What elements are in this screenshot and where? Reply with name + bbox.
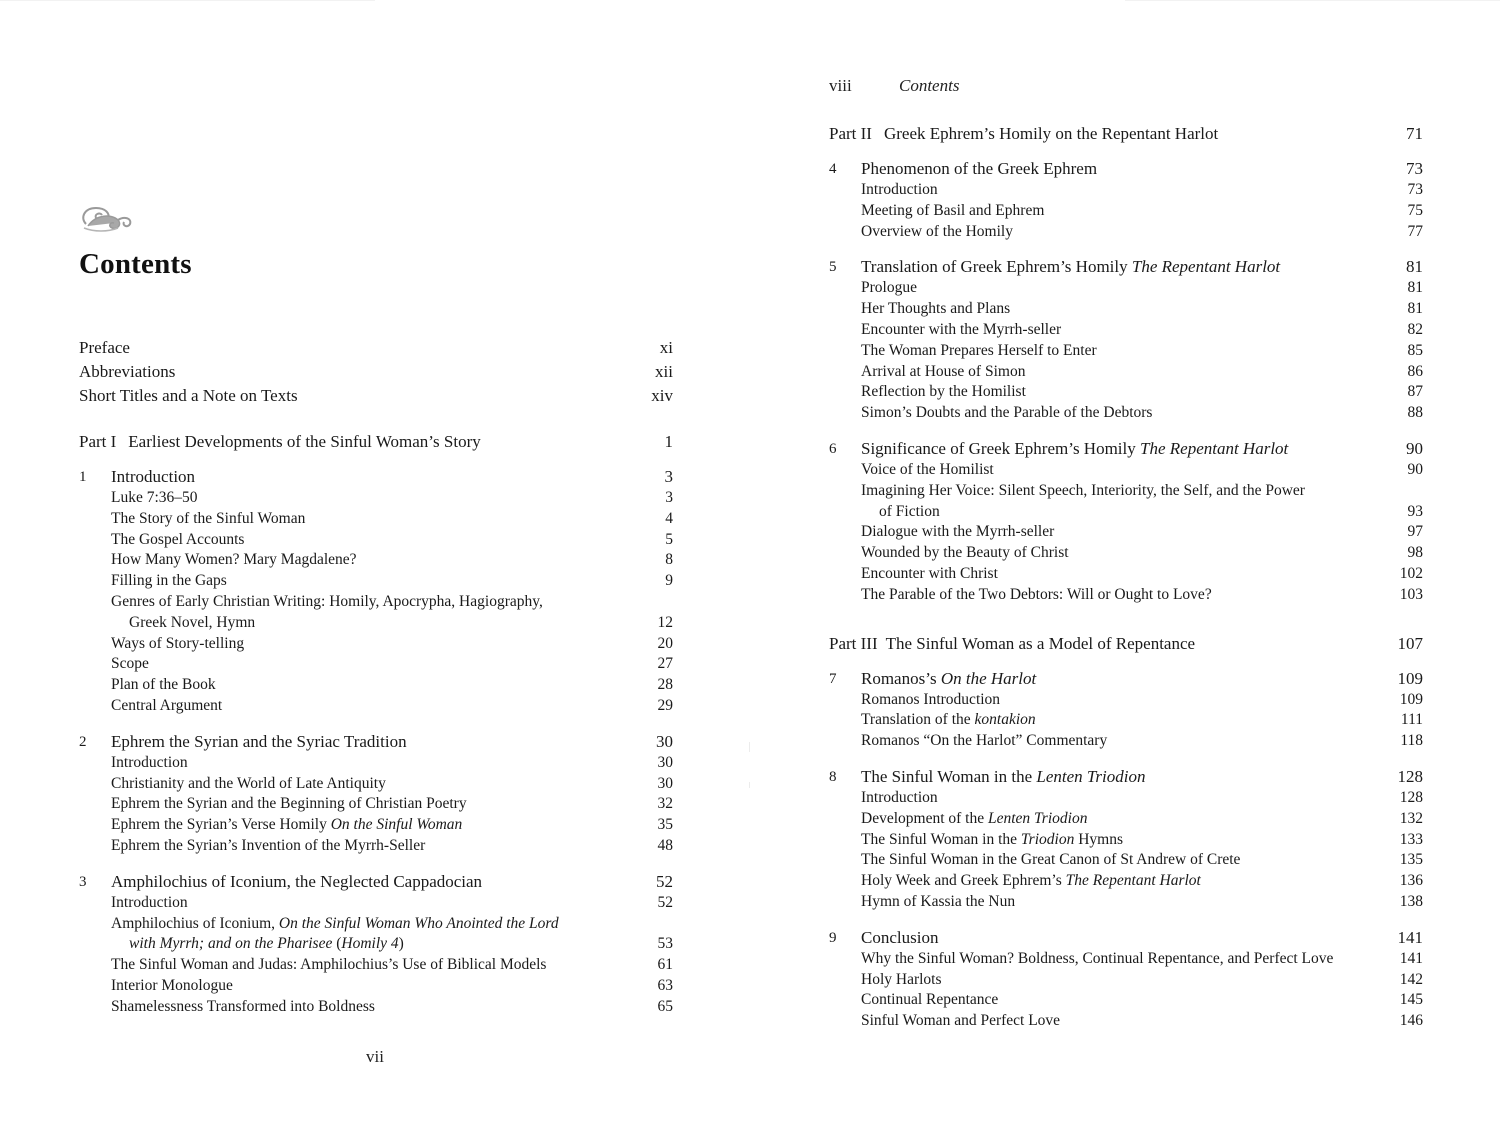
page-edge — [1125, 0, 1500, 1]
toc-part-heading[interactable] — [829, 632, 1423, 656]
page-number: 102 — [1399, 564, 1423, 582]
toc-section[interactable] — [829, 990, 1423, 1011]
section-title: Scope — [111, 655, 149, 673]
folio-bottom — [0, 1047, 750, 1067]
page-edge — [0, 0, 375, 1]
toc-section[interactable] — [829, 731, 1423, 752]
page-number: 135 — [1399, 851, 1423, 869]
page-number: 85 — [1407, 341, 1423, 359]
chapter-title-italic: On the Harlot — [940, 668, 1037, 688]
section-title: Reflection by the Homilist — [861, 383, 1026, 401]
section-title-text: Development of the — [861, 809, 988, 827]
continuation-italic: with Myrrh; and on the Pharisee — [129, 935, 333, 953]
section-title: Interior Monologue — [111, 976, 233, 994]
toc-chapter[interactable] — [79, 871, 673, 893]
toc-section[interactable] — [829, 809, 1423, 830]
page-number: 128 — [1399, 788, 1423, 806]
toc-section[interactable] — [829, 871, 1423, 892]
page-number: 142 — [1399, 970, 1423, 988]
toc-section[interactable] — [79, 550, 673, 571]
page-number: 103 — [1399, 585, 1423, 603]
toc-section[interactable] — [829, 585, 1423, 606]
toc-section[interactable] — [829, 788, 1423, 809]
section-title: Encounter with Christ — [861, 564, 998, 582]
chapter-title — [829, 668, 1383, 690]
part-title: Earliest Developments of the Sinful Woman’s Story — [128, 432, 481, 451]
toc-section[interactable] — [79, 696, 673, 717]
section-title: Introduction — [111, 893, 188, 911]
section-title-italic: Triodion — [1020, 830, 1075, 848]
toc-section[interactable] — [829, 481, 1423, 523]
section-title: Arrival at House of Simon — [861, 362, 1026, 380]
toc-section[interactable] — [79, 592, 673, 634]
page-number: 111 — [1400, 711, 1423, 729]
page-number: 1 — [664, 432, 673, 451]
section-title: Wounded by the Beauty of Christ — [861, 544, 1069, 562]
section-title-italic: kontakion — [974, 711, 1036, 729]
page-number: 146 — [1399, 1012, 1423, 1030]
section-title-italic: On the Sinful Woman — [330, 816, 463, 834]
page-number: 81 — [1407, 279, 1423, 297]
toc-section[interactable] — [829, 543, 1423, 564]
toc-section[interactable] — [79, 509, 673, 530]
toc-section[interactable] — [829, 201, 1423, 222]
fleuron-ornament-icon — [78, 204, 134, 234]
page-number: 77 — [1407, 222, 1423, 240]
page-number: 132 — [1399, 809, 1423, 827]
chapter-title-italic: The Repentant Harlot — [1131, 257, 1281, 277]
toc-section[interactable] — [79, 654, 673, 675]
toc-chapter[interactable] — [829, 438, 1423, 460]
chapter-title: Phenomenon of the Greek Ephrem — [861, 159, 1098, 178]
page-number: 12 — [657, 613, 673, 631]
toc-entry-front-matter[interactable] — [79, 360, 673, 384]
section-title — [829, 481, 1383, 523]
page-number: 63 — [657, 976, 673, 994]
section-title — [79, 815, 633, 836]
section-title: Why the Sinful Woman? Boldness, Continual Repentance, and Perfect Love — [861, 949, 1334, 967]
part-label: Part II — [829, 124, 872, 143]
toc-section[interactable] — [79, 753, 673, 774]
toc-section[interactable] — [829, 710, 1423, 731]
toc-section[interactable] — [79, 675, 673, 696]
toc-section[interactable] — [829, 222, 1423, 243]
toc-section[interactable] — [79, 794, 673, 815]
section-title: How Many Women? Mary Magdalene? — [111, 551, 357, 569]
toc-entry-front-matter[interactable] — [79, 384, 673, 408]
entry-title: Abbreviations — [79, 362, 176, 381]
page-number: 52 — [656, 871, 673, 891]
page-number: 65 — [657, 997, 673, 1015]
page-number: 4 — [665, 509, 673, 527]
page-number: 8 — [665, 551, 673, 569]
page-number: 98 — [1407, 544, 1423, 562]
page-number: 81 — [1406, 257, 1423, 277]
page-number: 28 — [657, 676, 673, 694]
page-folio: viii — [829, 76, 852, 95]
section-title-text: Hymns — [1074, 830, 1123, 848]
section-title: The Sinful Woman in the Great Canon of St Andrew of Crete — [861, 851, 1241, 869]
chapter-number: 2 — [79, 733, 87, 750]
section-title: Continual Repentance — [861, 991, 999, 1009]
page-number: 75 — [1407, 201, 1423, 219]
section-title: Holy Harlots — [861, 970, 942, 988]
page-number: 118 — [1400, 732, 1423, 750]
toc-section[interactable] — [79, 914, 673, 956]
page-number: 20 — [657, 634, 673, 652]
page-number: 61 — [657, 956, 673, 974]
chapter-title — [829, 766, 1383, 788]
continuation-text: ( — [332, 935, 342, 953]
section-title — [829, 710, 1383, 731]
toc-section[interactable] — [829, 850, 1423, 871]
section-title: Prologue — [861, 279, 917, 297]
page-number: 138 — [1399, 892, 1423, 910]
section-title-line: Genres of Early Christian Writing: Homily, Apocrypha, Hagiography, — [111, 592, 543, 610]
toc-part-heading[interactable] — [79, 430, 673, 454]
page-number: 136 — [1399, 872, 1423, 890]
section-title-text: The Sinful Woman in the — [861, 830, 1021, 848]
continuation-italic: Homily 4 — [341, 935, 399, 953]
page-number: 71 — [1406, 124, 1423, 143]
page-number: 3 — [664, 467, 673, 486]
section-title: Ways of Story-telling — [111, 634, 245, 652]
toc-chapter[interactable] — [829, 927, 1423, 949]
section-title: Simon’s Doubts and the Parable of the Debtors — [861, 404, 1153, 422]
section-title: Romanos Introduction — [861, 690, 1001, 708]
section-title: The Story of the Sinful Woman — [111, 509, 306, 527]
section-title — [829, 871, 1383, 892]
section-title: Hymn of Kassia the Nun — [861, 892, 1016, 910]
toc-section[interactable] — [829, 299, 1423, 320]
section-title-continuation: Greek Novel, Hymn — [129, 613, 256, 631]
continuation-text: ) — [398, 935, 404, 953]
toc-entry-front-matter[interactable] — [79, 336, 673, 360]
chapter-title — [829, 438, 1383, 460]
page-number: 90 — [1406, 438, 1423, 458]
chapter-title: Introduction — [111, 467, 196, 486]
section-title: Meeting of Basil and Ephrem — [861, 201, 1045, 219]
toc-section[interactable] — [829, 278, 1423, 299]
toc-section[interactable] — [79, 836, 673, 857]
part-label: Part III — [829, 633, 878, 653]
page-title: Contents — [79, 248, 192, 280]
section-title: Ephrem the Syrian and the Beginning of Christian Poetry — [111, 795, 467, 813]
section-title-italic: Lenten Triodion — [987, 809, 1088, 827]
page-number: 109 — [1399, 690, 1423, 708]
section-title: Plan of the Book — [111, 676, 216, 694]
page-number: xi — [659, 338, 673, 357]
page-number: 30 — [657, 774, 673, 792]
chapter-number: 9 — [829, 929, 837, 946]
section-title-continuation: of Fiction — [879, 502, 940, 520]
toc-section[interactable] — [829, 522, 1423, 543]
section-title: Her Thoughts and Plans — [861, 300, 1011, 318]
page-number: 97 — [1407, 523, 1423, 541]
toc-section[interactable] — [79, 997, 673, 1018]
part-label: Part I — [79, 432, 117, 451]
section-title: Introduction — [111, 753, 188, 771]
section-title: Introduction — [861, 788, 938, 806]
toc-section[interactable] — [79, 893, 673, 914]
section-title — [79, 592, 633, 634]
toc-section[interactable] — [79, 976, 673, 997]
page-number: 53 — [657, 935, 673, 953]
page-number: 128 — [1397, 766, 1423, 786]
toc-section[interactable] — [829, 892, 1423, 913]
toc-left — [79, 336, 673, 1018]
section-title: Romanos “On the Harlot” Commentary — [861, 732, 1108, 750]
part-title: The Sinful Woman as a Model of Repentance — [885, 633, 1196, 653]
page-number: 35 — [657, 816, 673, 834]
toc-chapter[interactable] — [829, 766, 1423, 788]
section-title: Dialogue with the Myrrh-seller — [861, 523, 1055, 541]
section-title-text: Translation of the — [861, 711, 975, 729]
page-number: 5 — [665, 530, 673, 548]
section-title: The Sinful Woman and Judas: Amphilochius’s Use of Biblical Models — [111, 956, 547, 974]
toc-section[interactable] — [79, 774, 673, 795]
section-title: Introduction — [861, 181, 938, 198]
section-title: Ephrem the Syrian’s Invention of the Myrrh-Seller — [111, 836, 426, 854]
section-title-line: Imagining Her Voice: Silent Speech, Interiority, the Self, and the Power — [861, 481, 1305, 499]
entry-title: Preface — [79, 338, 130, 357]
section-title-italic: The Repentant Harlot — [1065, 872, 1201, 890]
chapter-title: Ephrem the Syrian and the Syriac Tradition — [111, 731, 407, 751]
page-number: 3 — [665, 489, 673, 506]
section-title-text: Ephrem the Syrian’s Verse Homily — [111, 816, 331, 834]
toc-chapter[interactable] — [79, 731, 673, 753]
toc-section[interactable] — [829, 949, 1423, 970]
page-number: 93 — [1407, 502, 1423, 520]
page-number: 9 — [665, 572, 673, 590]
entry-title: Short Titles and a Note on Texts — [79, 386, 298, 405]
section-title — [829, 830, 1383, 851]
page-number: 90 — [1407, 460, 1423, 478]
page-number: 133 — [1399, 830, 1423, 848]
chapter-title-italic: The Repentant Harlot — [1140, 438, 1289, 458]
toc-section[interactable] — [79, 488, 673, 509]
toc-section[interactable] — [79, 571, 673, 592]
page-number: 107 — [1397, 633, 1423, 653]
section-title: Central Argument — [111, 696, 223, 714]
toc-section[interactable] — [79, 815, 673, 836]
toc-chapter[interactable] — [79, 466, 673, 488]
running-head-title: Contents — [899, 76, 960, 95]
section-title — [79, 914, 633, 956]
section-title-continuation — [111, 934, 593, 955]
page-number: 86 — [1407, 362, 1423, 380]
toc-section[interactable] — [829, 830, 1423, 851]
toc-section[interactable] — [829, 460, 1423, 481]
chapter-number: 3 — [79, 873, 87, 890]
toc-section[interactable] — [79, 634, 673, 655]
section-title: Voice of the Homilist — [861, 460, 994, 478]
page-number: 52 — [657, 893, 673, 911]
page-number: 87 — [1407, 383, 1423, 401]
toc-part-heading[interactable] — [829, 122, 1423, 146]
chapter-number: 1 — [79, 469, 87, 485]
page-number: 30 — [656, 731, 673, 751]
page-folio: vii — [366, 1047, 384, 1066]
section-title: Encounter with the Myrrh-seller — [861, 320, 1062, 338]
toc-section[interactable] — [829, 320, 1423, 341]
section-title: The Gospel Accounts — [111, 530, 245, 548]
page-number: 29 — [657, 696, 673, 714]
chapter-title — [829, 256, 1383, 278]
section-title: Sinful Woman and Perfect Love — [861, 1012, 1061, 1030]
toc-section[interactable] — [829, 180, 1423, 201]
chapter-title: Conclusion — [861, 927, 939, 947]
page-number: 48 — [657, 836, 673, 854]
page-number: xii — [655, 362, 673, 381]
page-number: 109 — [1397, 668, 1423, 688]
toc-right — [829, 122, 1423, 1032]
chapter-title: Amphilochius of Iconium, the Neglected Cappadocian — [111, 871, 483, 891]
page-number: 73 — [1406, 159, 1423, 178]
toc-section[interactable] — [829, 341, 1423, 362]
page-number: 141 — [1399, 949, 1423, 967]
section-title: Filling in the Gaps — [111, 572, 227, 590]
toc-section[interactable] — [829, 1011, 1423, 1032]
running-head — [829, 76, 959, 96]
chapter-number: 5 — [829, 259, 837, 276]
chapter-number: 6 — [829, 440, 837, 457]
chapter-title-text: Romanos’s — [861, 668, 941, 688]
toc-section[interactable] — [79, 530, 673, 551]
toc-chapter[interactable] — [829, 668, 1423, 690]
section-title: Christianity and the World of Late Antiquity — [111, 774, 386, 792]
page-number: 73 — [1407, 181, 1423, 198]
page-number: 30 — [657, 753, 673, 771]
page-number: 88 — [1407, 404, 1423, 422]
chapter-title-text: Translation of Greek Ephrem’s Homily — [861, 257, 1132, 277]
section-title — [829, 809, 1383, 830]
chapter-title-text: The Sinful Woman in the — [861, 766, 1037, 786]
chapter-title-text: Significance of Greek Ephrem’s Homily — [861, 438, 1141, 458]
page-number: 145 — [1399, 991, 1423, 1009]
page-number: 27 — [657, 655, 673, 673]
section-title: The Parable of the Two Debtors: Will or Ought to Love? — [861, 585, 1212, 603]
chapter-number: 8 — [829, 768, 837, 785]
page-number: 141 — [1397, 927, 1423, 947]
toc-section[interactable] — [829, 362, 1423, 383]
toc-section[interactable] — [829, 970, 1423, 991]
section-title-italic: On the Sinful Woman Who Anointed the Lord — [278, 914, 559, 932]
part-title: Greek Ephrem’s Homily on the Repentant Harlot — [883, 124, 1219, 143]
page-number: 81 — [1407, 300, 1423, 318]
toc-section[interactable] — [829, 382, 1423, 403]
chapter-title-italic: Lenten Triodion — [1036, 766, 1146, 786]
chapter-number: 4 — [829, 161, 837, 177]
section-title: The Woman Prepares Herself to Enter — [861, 341, 1097, 359]
page-number: 82 — [1407, 320, 1423, 338]
toc-section[interactable] — [79, 955, 673, 976]
section-title-text: Holy Week and Greek Ephrem’s — [861, 872, 1066, 890]
toc-section[interactable] — [829, 690, 1423, 711]
section-title: Luke 7:36–50 — [111, 489, 198, 506]
toc-section[interactable] — [829, 564, 1423, 585]
page-number: 32 — [657, 795, 673, 813]
section-title-text: Amphilochius of Iconium, — [111, 914, 279, 932]
section-title: Overview of the Homily — [861, 222, 1013, 240]
toc-chapter[interactable] — [829, 256, 1423, 278]
page-number: xiv — [651, 386, 673, 405]
chapter-number: 7 — [829, 670, 837, 687]
section-title: Shamelessness Transformed into Boldness — [111, 997, 375, 1015]
toc-chapter[interactable] — [829, 158, 1423, 180]
toc-section[interactable] — [829, 403, 1423, 424]
